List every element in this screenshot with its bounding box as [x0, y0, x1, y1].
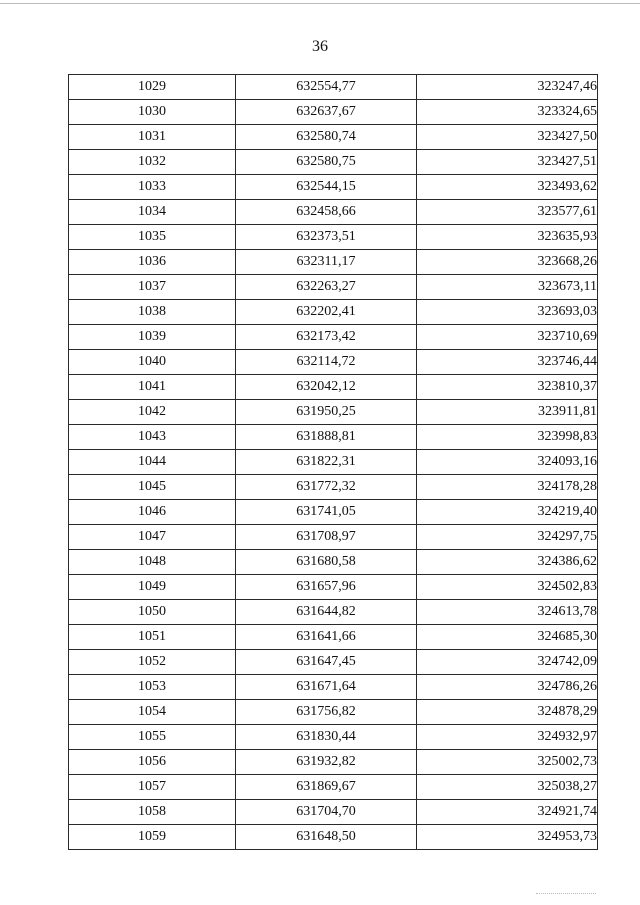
x-coordinate-cell: 631932,82: [236, 750, 417, 775]
x-coordinate-cell: 631888,81: [236, 425, 417, 450]
y-coordinate-cell: 323998,83: [417, 425, 598, 450]
y-coordinate-cell: 323427,50: [417, 125, 598, 150]
point-number-cell: 1059: [69, 825, 236, 850]
point-number-cell: 1034: [69, 200, 236, 225]
x-coordinate-cell: 632263,27: [236, 275, 417, 300]
y-coordinate-cell: 323673,11: [417, 275, 598, 300]
table-row: [69, 350, 598, 375]
x-coordinate-cell: 632580,74: [236, 125, 417, 150]
point-number-cell: 1042: [69, 400, 236, 425]
table-row: [69, 725, 598, 750]
table-row: [69, 750, 598, 775]
table-row: [69, 800, 598, 825]
y-coordinate-cell: 325002,73: [417, 750, 598, 775]
point-number-cell: 1047: [69, 525, 236, 550]
table-row: [69, 275, 598, 300]
x-coordinate-cell: 631830,44: [236, 725, 417, 750]
table-row: [69, 625, 598, 650]
table-row: [69, 475, 598, 500]
point-number-cell: 1040: [69, 350, 236, 375]
x-coordinate-cell: 631822,31: [236, 450, 417, 475]
y-coordinate-cell: 323746,44: [417, 350, 598, 375]
table-row: [69, 300, 598, 325]
y-coordinate-cell: 324219,40: [417, 500, 598, 525]
table-row: [69, 525, 598, 550]
table-row: [69, 225, 598, 250]
y-coordinate-cell: 324502,83: [417, 575, 598, 600]
top-border-line: [0, 3, 640, 4]
x-coordinate-cell: 631680,58: [236, 550, 417, 575]
table-row: [69, 575, 598, 600]
y-coordinate-cell: 323577,61: [417, 200, 598, 225]
point-number-cell: 1057: [69, 775, 236, 800]
y-coordinate-cell: 324093,16: [417, 450, 598, 475]
table-row: [69, 825, 598, 850]
table-row: [69, 650, 598, 675]
table-row: [69, 375, 598, 400]
y-coordinate-cell: 323810,37: [417, 375, 598, 400]
x-coordinate-cell: 631657,96: [236, 575, 417, 600]
y-coordinate-cell: 323427,51: [417, 150, 598, 175]
point-number-cell: 1049: [69, 575, 236, 600]
y-coordinate-cell: 323324,65: [417, 100, 598, 125]
x-coordinate-cell: 632637,67: [236, 100, 417, 125]
x-coordinate-cell: 631704,70: [236, 800, 417, 825]
table-row: [69, 75, 598, 100]
point-number-cell: 1046: [69, 500, 236, 525]
x-coordinate-cell: 631644,82: [236, 600, 417, 625]
y-coordinate-cell: 324953,73: [417, 825, 598, 850]
coordinates-table: [68, 74, 598, 850]
y-coordinate-cell: 323635,93: [417, 225, 598, 250]
table-row: [69, 500, 598, 525]
y-coordinate-cell: 323911,81: [417, 400, 598, 425]
y-coordinate-cell: 324786,26: [417, 675, 598, 700]
table-row: [69, 675, 598, 700]
point-number-cell: 1056: [69, 750, 236, 775]
y-coordinate-cell: 324297,75: [417, 525, 598, 550]
point-number-cell: 1037: [69, 275, 236, 300]
y-coordinate-cell: 323710,69: [417, 325, 598, 350]
x-coordinate-cell: 631772,32: [236, 475, 417, 500]
y-coordinate-cell: 324386,62: [417, 550, 598, 575]
point-number-cell: 1050: [69, 600, 236, 625]
y-coordinate-cell: 324878,29: [417, 700, 598, 725]
table-row: [69, 450, 598, 475]
y-coordinate-cell: 325038,27: [417, 775, 598, 800]
y-coordinate-cell: 324613,78: [417, 600, 598, 625]
point-number-cell: 1052: [69, 650, 236, 675]
point-number-cell: 1041: [69, 375, 236, 400]
x-coordinate-cell: 632458,66: [236, 200, 417, 225]
point-number-cell: 1058: [69, 800, 236, 825]
y-coordinate-cell: 323668,26: [417, 250, 598, 275]
coordinates-table-body: [69, 75, 598, 850]
point-number-cell: 1048: [69, 550, 236, 575]
table-row: [69, 600, 598, 625]
point-number-cell: 1043: [69, 425, 236, 450]
point-number-cell: 1035: [69, 225, 236, 250]
table-row: [69, 175, 598, 200]
y-coordinate-cell: 323493,62: [417, 175, 598, 200]
table-row: [69, 400, 598, 425]
table-row: [69, 100, 598, 125]
x-coordinate-cell: 632114,72: [236, 350, 417, 375]
y-coordinate-cell: 324932,97: [417, 725, 598, 750]
table-row: [69, 250, 598, 275]
point-number-cell: 1053: [69, 675, 236, 700]
x-coordinate-cell: 631708,97: [236, 525, 417, 550]
point-number-cell: 1030: [69, 100, 236, 125]
scan-artifact: [536, 893, 596, 894]
x-coordinate-cell: 632373,51: [236, 225, 417, 250]
point-number-cell: 1033: [69, 175, 236, 200]
point-number-cell: 1029: [69, 75, 236, 100]
x-coordinate-cell: 631741,05: [236, 500, 417, 525]
x-coordinate-cell: 631756,82: [236, 700, 417, 725]
point-number-cell: 1038: [69, 300, 236, 325]
x-coordinate-cell: 631671,64: [236, 675, 417, 700]
x-coordinate-cell: 631950,25: [236, 400, 417, 425]
y-coordinate-cell: 323693,03: [417, 300, 598, 325]
point-number-cell: 1032: [69, 150, 236, 175]
x-coordinate-cell: 632580,75: [236, 150, 417, 175]
x-coordinate-cell: 631648,50: [236, 825, 417, 850]
y-coordinate-cell: 324742,09: [417, 650, 598, 675]
y-coordinate-cell: 324921,74: [417, 800, 598, 825]
y-coordinate-cell: 324178,28: [417, 475, 598, 500]
point-number-cell: 1036: [69, 250, 236, 275]
point-number-cell: 1044: [69, 450, 236, 475]
y-coordinate-cell: 324685,30: [417, 625, 598, 650]
x-coordinate-cell: 632544,15: [236, 175, 417, 200]
table-row: [69, 775, 598, 800]
x-coordinate-cell: 632311,17: [236, 250, 417, 275]
table-row: [69, 700, 598, 725]
table-row: [69, 325, 598, 350]
point-number-cell: 1031: [69, 125, 236, 150]
table-row: [69, 125, 598, 150]
y-coordinate-cell: 323247,46: [417, 75, 598, 100]
x-coordinate-cell: 632173,42: [236, 325, 417, 350]
page-number: 36: [312, 38, 328, 55]
x-coordinate-cell: 632202,41: [236, 300, 417, 325]
x-coordinate-cell: 631647,45: [236, 650, 417, 675]
x-coordinate-cell: 631869,67: [236, 775, 417, 800]
x-coordinate-cell: 632042,12: [236, 375, 417, 400]
table-row: [69, 425, 598, 450]
point-number-cell: 1055: [69, 725, 236, 750]
point-number-cell: 1054: [69, 700, 236, 725]
table-row: [69, 200, 598, 225]
point-number-cell: 1051: [69, 625, 236, 650]
point-number-cell: 1039: [69, 325, 236, 350]
table-row: [69, 150, 598, 175]
point-number-cell: 1045: [69, 475, 236, 500]
table-row: [69, 550, 598, 575]
x-coordinate-cell: 632554,77: [236, 75, 417, 100]
x-coordinate-cell: 631641,66: [236, 625, 417, 650]
